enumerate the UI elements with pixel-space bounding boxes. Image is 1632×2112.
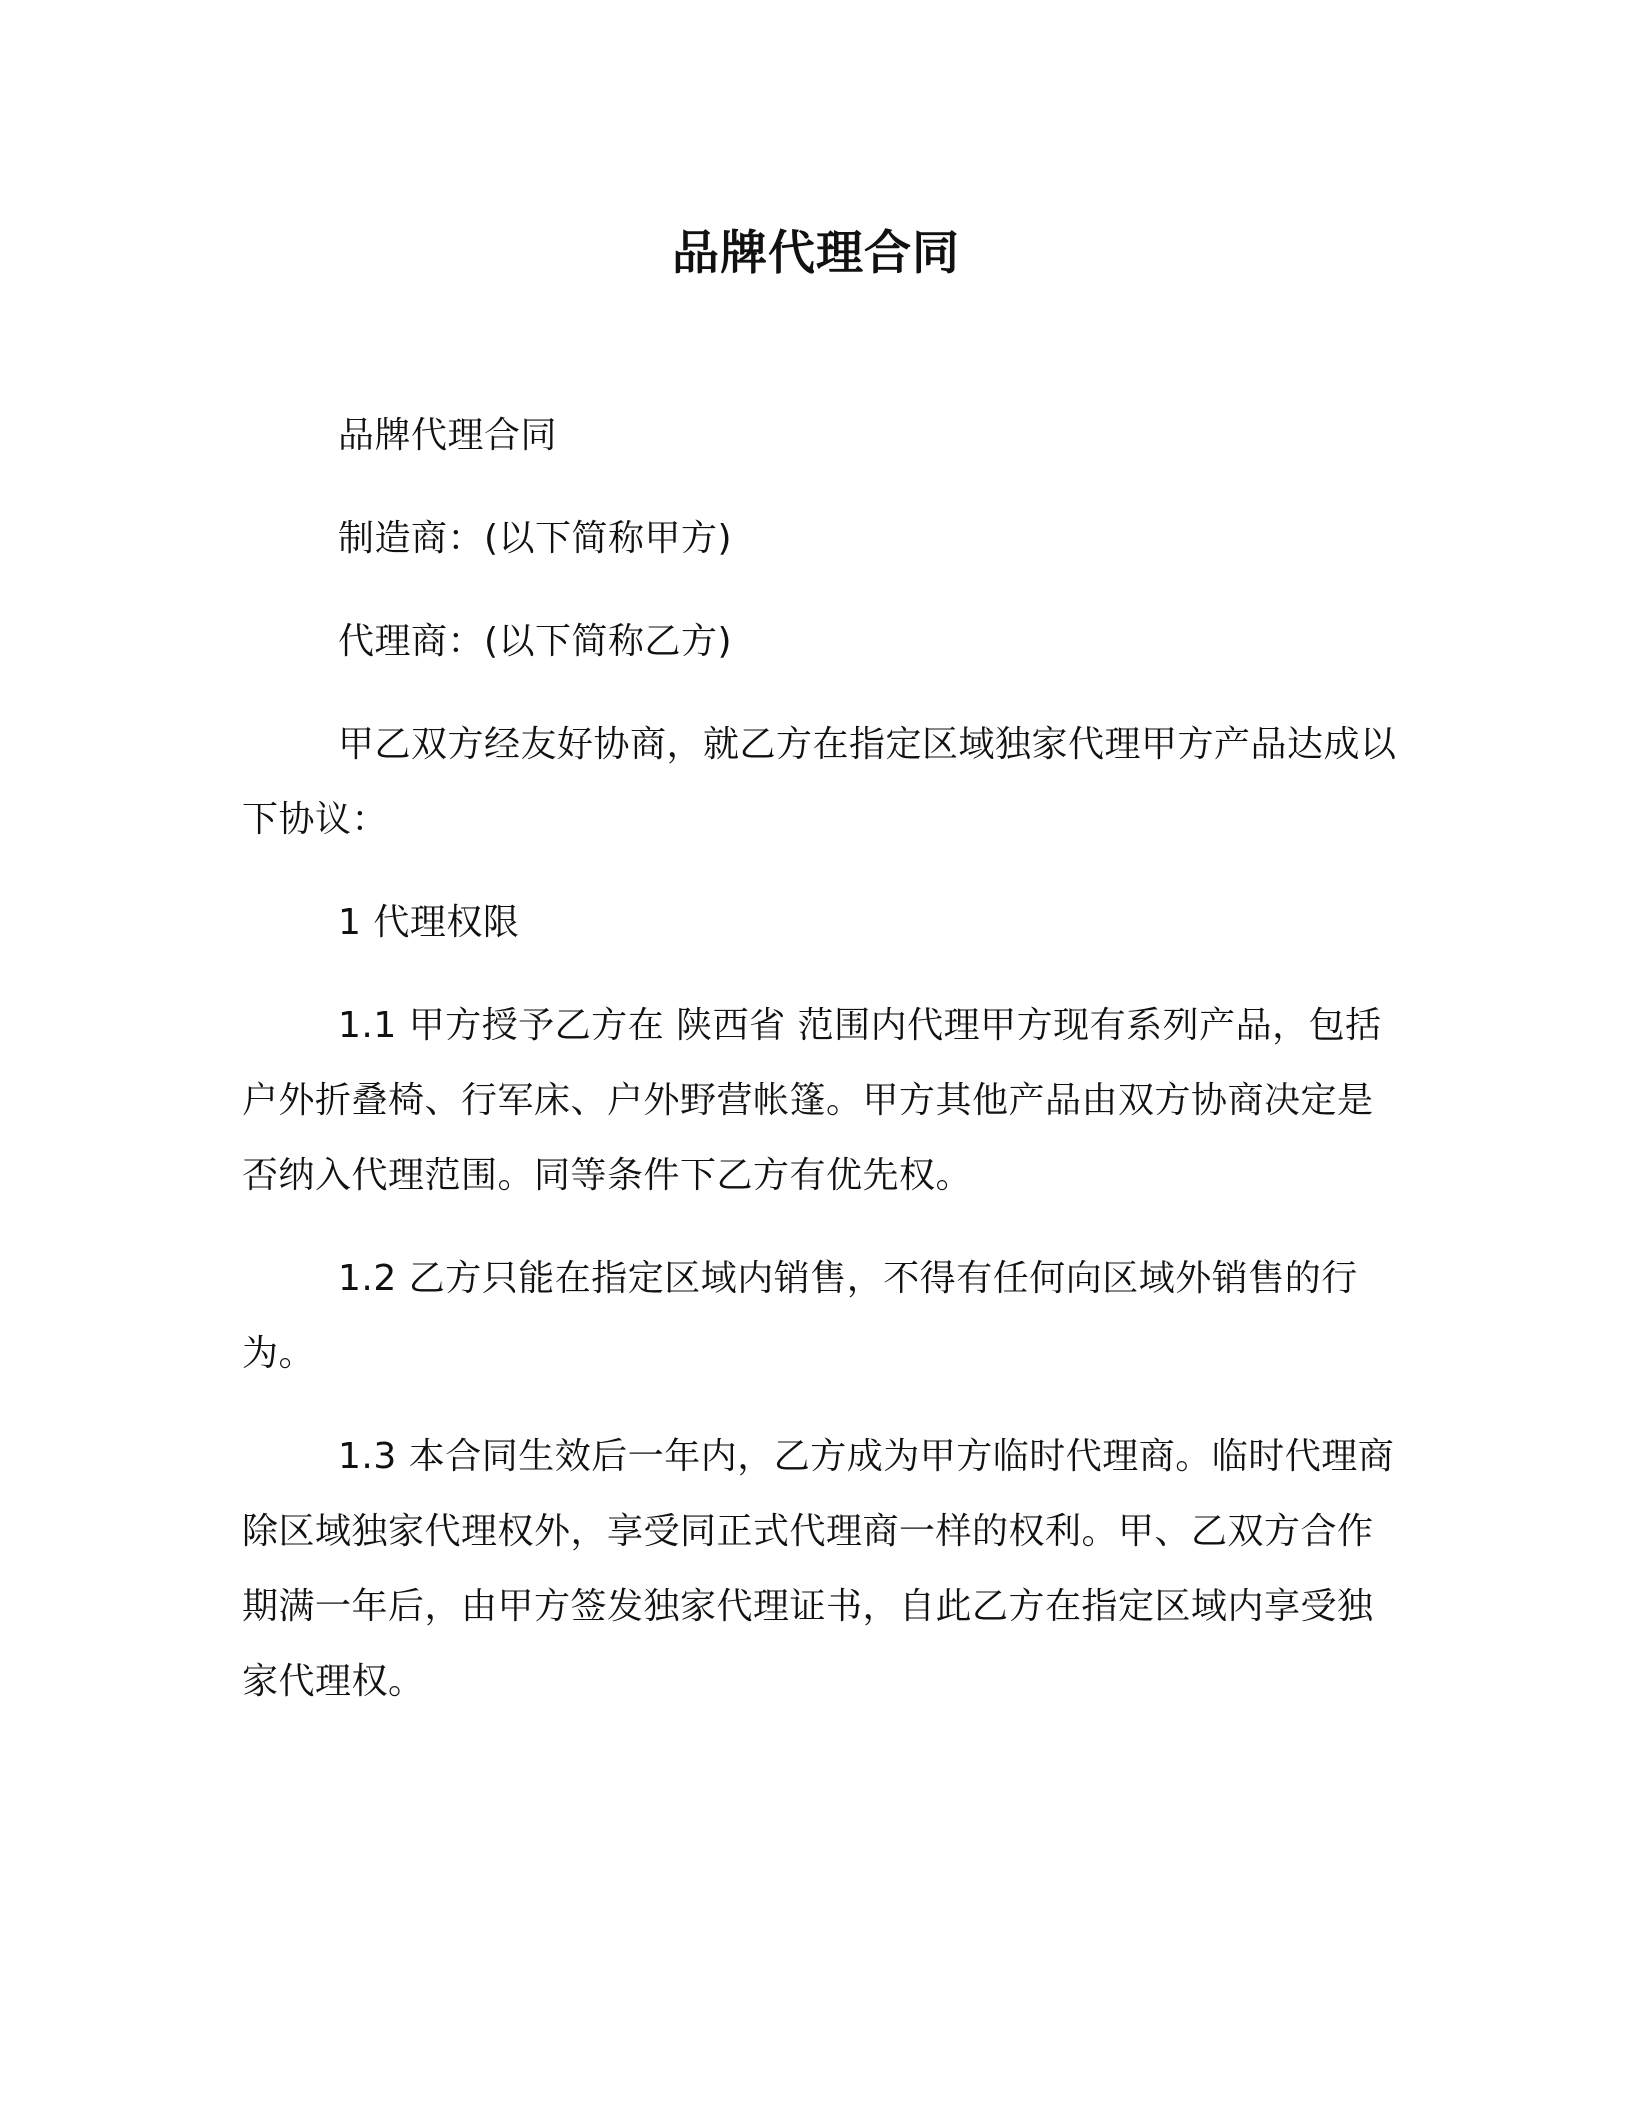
manufacturer-line: 制造商：(以下简称甲方): [338, 518, 733, 559]
clause-1-2: 1.2 乙方只能在指定区域内销售，不得有任何向区域外销售的行为。: [242, 1258, 1358, 1374]
clause-1-3: 1.3 本合同生效后一年内，乙方成为甲方临时代理商。临时代理商除区域独家代理权外，享受同正式代理商一样的权利。甲、乙双方合作期满一年后，由甲方签发独家代理证书，自此乙方在指定区域内享受独家代理权。: [242, 1436, 1395, 1702]
contract-name: 品牌代理合同: [338, 415, 558, 456]
preamble-paragraph: 甲乙双方经友好协商，就乙方在指定区域独家代理甲方产品达成以下协议：: [242, 724, 1397, 840]
document-body: [242, 398, 1402, 1747]
agent-line: 代理商：(以下简称乙方): [338, 621, 733, 662]
section-heading-agency-authority: 1 代理权限: [338, 902, 520, 943]
document-title: 品牌代理合同: [672, 226, 960, 281]
clause-1-1: 1.1 甲方授予乙方在 陕西省 范围内代理甲方现有系列产品，包括户外折叠椅、行军床、户外野营帐篷。甲方其他产品由双方协商决定是否纳入代理范围。同等条件下乙方有优先权。: [242, 1005, 1382, 1196]
